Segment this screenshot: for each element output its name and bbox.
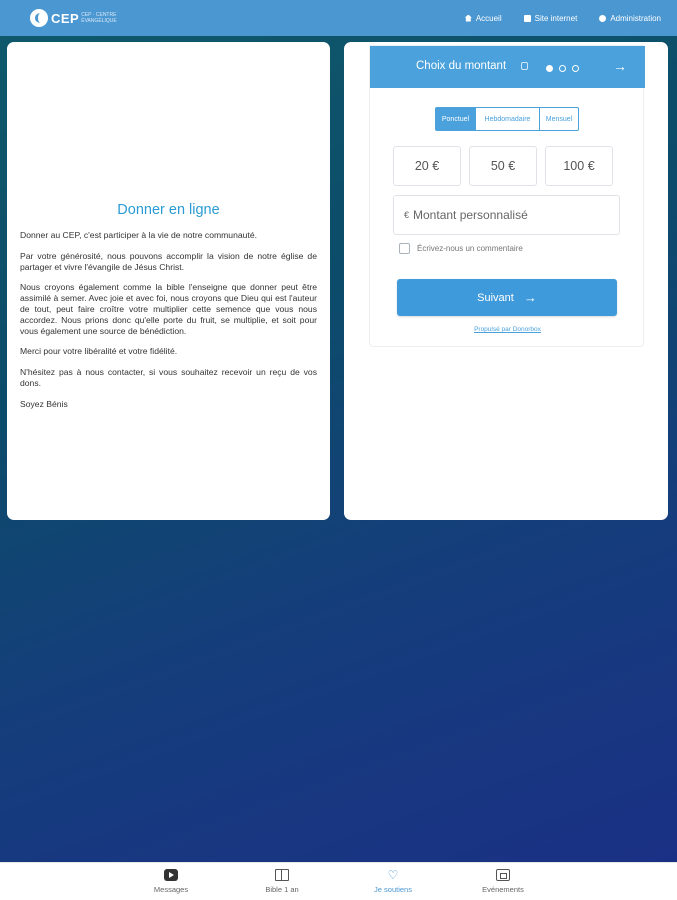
tab-je-soutiens[interactable] [353, 869, 433, 894]
home-icon [465, 15, 472, 22]
comment-checkbox[interactable] [399, 243, 410, 254]
amount-20-button[interactable]: 20 € [393, 146, 461, 186]
tab-messages-label: Messages [153, 885, 189, 894]
intro-paragraph: Soyez Bénis [20, 398, 68, 409]
next-button[interactable] [397, 279, 617, 316]
logo-mark-icon [30, 9, 48, 27]
intro-paragraph: Nous croyons également comme la bible l'enseigne que donner peut être assimilé à semer. Avec joie et avec foi, nous croyons que Dieu qui est l'auteur de tout, peut faire croître votre multiplier cette semence que vous nous accordez. Nous prions donc qu'elle porte du fruit, se multiplie, et soit pour vous également une source de bénédiction. [20, 282, 317, 336]
frequency-ponctuel[interactable]: Ponctuel [436, 108, 476, 130]
intro-paragraph: Par votre générosité, nous pouvons accomplir la vision de notre église de partager et vivre l'évangile de Jésus Christ. [20, 250, 317, 272]
frequency-toggle [435, 107, 579, 131]
frequency-hebdomadaire[interactable]: Hebdomadaire [476, 108, 540, 130]
donation-title: Choix du montant [416, 60, 507, 72]
arrow-right-icon[interactable]: → [613, 58, 627, 74]
intro-paragraph: N'hésitez pas à nous contacter, si vous souhaitez recevoir un reçu de vos dons. [20, 367, 317, 388]
nav-administration[interactable] [599, 14, 661, 23]
intro-paragraph: Merci pour votre libéralité et votre fidélité. [20, 346, 178, 357]
amount-100-button[interactable]: 100 € [545, 146, 613, 186]
step-indicator [546, 65, 579, 72]
arrow-right-icon: → [523, 290, 537, 305]
bottom-tab-bar [0, 862, 677, 900]
tab-bible-label: Bible 1 an [265, 885, 299, 894]
step-dot [572, 65, 579, 72]
currency-symbol: € [404, 210, 410, 220]
page-title: Donner en ligne [117, 202, 220, 218]
lock-icon [521, 62, 528, 70]
custom-amount-placeholder: Montant personnalisé [413, 208, 528, 222]
powered-by-link[interactable]: Propulsé par Donorbox [474, 326, 541, 333]
top-navbar [0, 0, 677, 36]
top-nav-links [465, 0, 661, 36]
nav-administration-label: Administration [610, 13, 661, 23]
tab-evenements[interactable] [463, 869, 543, 894]
donation-header [370, 46, 645, 88]
frequency-mensuel[interactable]: Mensuel [545, 115, 573, 123]
comment-label: Écrivez-nous un commentaire [417, 244, 523, 253]
intro-paragraph: Donner au CEP, c'est participer à la vie de notre communauté. [20, 230, 257, 240]
intro-text [20, 230, 317, 420]
nav-site-internet-label: Site internet [534, 13, 578, 23]
gear-icon [599, 15, 606, 22]
heart-icon: ♡ [387, 868, 399, 882]
calendar-icon [496, 869, 510, 881]
video-icon [164, 869, 178, 881]
nav-site-internet[interactable] [524, 14, 578, 23]
screen-icon [524, 15, 531, 22]
tab-bible[interactable] [242, 869, 322, 894]
donation-card [344, 42, 668, 520]
step-dot [559, 65, 566, 72]
step-dot [546, 65, 553, 72]
amount-50-button[interactable]: 50 € [469, 146, 537, 186]
donation-widget [369, 45, 644, 347]
nav-accueil-label: Accueil [475, 13, 502, 23]
intro-card [7, 42, 330, 520]
comment-option[interactable] [399, 243, 523, 254]
book-icon [275, 869, 289, 881]
nav-accueil[interactable] [465, 14, 502, 23]
custom-amount-input[interactable] [393, 195, 620, 235]
tab-je-soutiens-label: Je soutiens [374, 885, 412, 894]
logo[interactable] [30, 9, 121, 27]
logo-text: CEP [51, 10, 80, 26]
tab-messages[interactable] [131, 869, 211, 894]
next-button-label: Suivant [477, 291, 514, 304]
logo-subtitle: CEP · CENTRE ÉVANGÉLIQUE [81, 12, 117, 24]
tab-evenements-label: Evénements [482, 885, 524, 894]
